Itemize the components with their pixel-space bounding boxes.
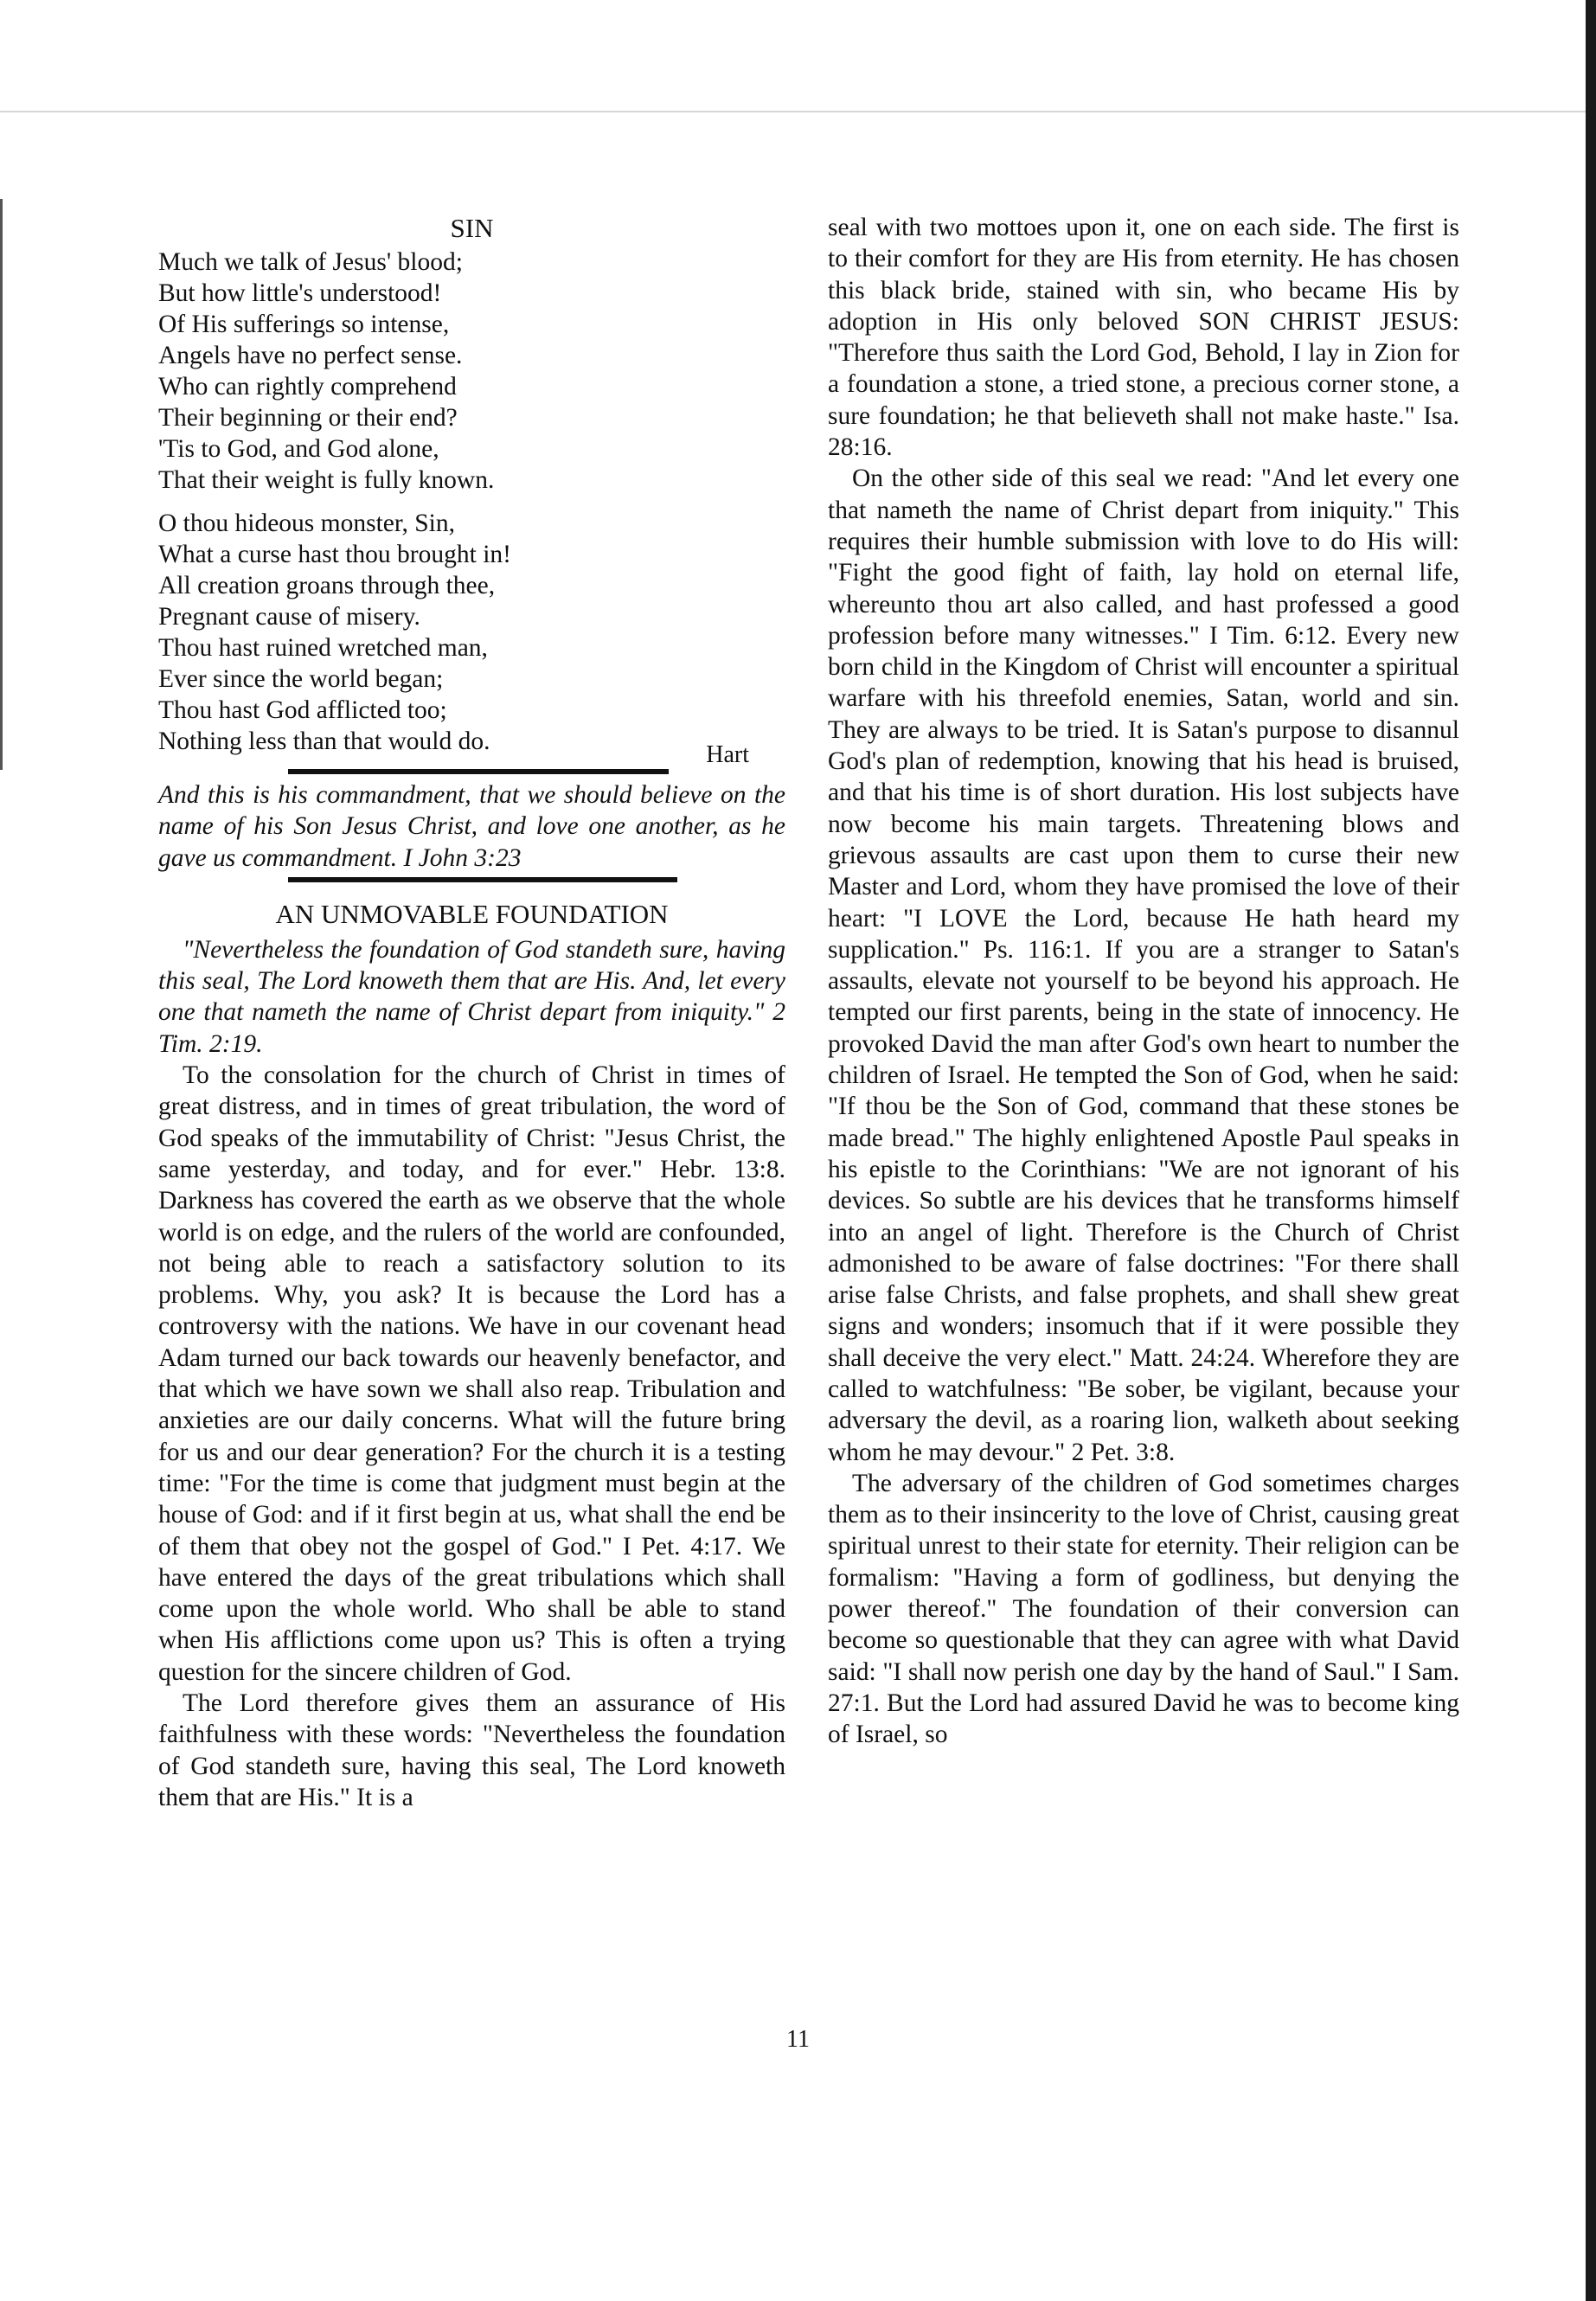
poem-line: Of His sufferings so intense,	[158, 311, 450, 338]
poem	[158, 247, 785, 768]
scan-edge-left	[0, 199, 3, 770]
poem-line: Thou hast ruined wretched man,	[158, 634, 488, 662]
poem-line: What a curse hast thou brought in!	[158, 541, 511, 568]
poem-line: Ever since the world began;	[158, 665, 444, 693]
article-epigraph: "Nevertheless the foundation of God standeth sure, having this seal, The Lord knoweth them that are His. And, let every one that nameth the name of Christ depart from iniquity." 2 Tim. 2:19.	[158, 935, 785, 1058]
article-title: AN UNMOVABLE FOUNDATION	[275, 898, 669, 929]
article-paragraph: The Lord therefore gives them an assurance of His faithfulness with these words: "Nevertheless the foundation of God standeth sure, having this seal, The Lord knoweth them that are His." It is a	[158, 1689, 785, 1811]
article-paragraph: seal with two mottoes upon it, one on each side. The first is to their comfort for they are His from eternity. He has chosen this black bride, stained with sin, who became His by adoption in His only beloved SON CHRIST JESUS: "Therefore thus saith the Lord God, Behold, I lay in Zion for a foundation a stone, a tried stone, a precious corner stone, a sure foundation; he that believeth shall not make haste." Isa. 28:16.	[828, 214, 1459, 462]
poem-line: Nothing less than that would do.	[158, 727, 490, 755]
scan-edge-right	[1586, 0, 1596, 2301]
page-number: 11	[786, 2026, 810, 2053]
article-paragraph: The adversary of the children of God sometimes charges them as to their insincerity to the love of Christ, causing great spiritual unrest to their state for eternity. Their religion can be formalism: "Having a form of godliness, but denying the power thereof." The foundation of their conversion can become so questionable that they can agree with what David said: "I shall now perish one day by the hand of Saul." I Sam. 27:1. But the Lord had assured David he was to become king of Israel, so	[828, 1469, 1459, 1749]
poem-line: Much we talk of Jesus' blood;	[158, 248, 463, 276]
poem-line: All creation groans through thee,	[158, 572, 496, 599]
right-column	[828, 212, 1459, 1751]
poem-line: O thou hideous monster, Sin,	[158, 510, 455, 537]
poem-stanza-2	[158, 508, 785, 768]
divider-rule	[288, 877, 677, 882]
poem-stanza-1	[158, 247, 785, 496]
poem-line: Thou hast God afflicted too;	[158, 696, 447, 724]
scan-edge-top	[0, 111, 1586, 112]
poem-line: 'Tis to God, and God alone,	[158, 435, 439, 463]
article-paragraph: To the consolation for the church of Christ in times of great distress, and in times of great tribulation, the word of God speaks of the immutability of Christ: "Jesus Christ, the same yesterday, and today, and for ever." Hebr. 13:8. Darkness has covered the earth as we observe that the whole world is on edge, and the rulers of the world are confounded, not being able to reach a satisfactory solution to its problems. Why, you ask? It is because the Lord has a controversy with the nations. We have in our covenant head Adam turned our back towards our heavenly benefactor, and that which we have sown we shall also reap. Tribulation and anxieties are our daily concerns. What will the future bring for us and our dear generation? For the church it is a testing time: "For the time is come that judgment must begin at the house of God: and if it first begin at us, what shall the end be of them that obey not the gospel of God." I Pet. 4:17. We have entered the days of the great tribulations which shall come upon the whole world. Who shall be able to stand when His afflictions come upon us? This is often a trying question for the sincere children of God.	[158, 1061, 785, 1686]
divider-rule	[288, 769, 669, 774]
poem-last-line-row	[158, 726, 785, 768]
poem-title: SIN	[450, 213, 494, 243]
poem-line: Angels have no perfect sense.	[158, 342, 463, 369]
left-column	[158, 212, 785, 1813]
poem-author: Hart	[706, 741, 749, 768]
poem-line: Pregnant cause of misery.	[158, 603, 420, 631]
poem-line: Their beginning or their end?	[158, 404, 458, 432]
article-paragraph: On the other side of this seal we read: "And let every one that nameth the name of Christ depart from iniquity." This requires their humble submission with love to do His will: "Fight the good fight of faith, lay hold on eternal life, whereunto thou art also called, and hast professed a good profession before many witnesses." I Tim. 6:12. Every new born child in the Kingdom of Christ will encounter a spiritual warfare with his threefold enemies, Satan, world and sin. They are always to be tried. It is Satan's purpose to disannul God's plan of redemption, knowing that his head is bruised, and that his time is of short duration. His lost subjects have now become his main targets. Threatening blows and grievous assaults are cast upon them to curse their new Master and Lord, whom they have promised the love of their heart: "I LOVE the Lord, because He hath heard my supplication." Ps. 116:1. If you are a stranger to Satan's assaults, elevate not yourself to be beyond his approach. He tempted our first parents, being in the state of innocency. He provoked David the man after God's own heart to number the children of Israel. He tempted the Son of God, when he said: "If thou be the Son of God, command that these stones be made bread." The highly enlightened Apostle Paul speaks in his epistle to the Corinthians: "We are not ignorant of his devices. So subtle are his devices that he transforms himself into an angel of light. Therefore is the Church of Christ admonished to be aware of false doctrines: "For there shall arise false Christs, and false prophets, and shall shew great signs and wonders; insomuch that if it were possible they shall deceive the very elect." Matt. 24:24. Wherefore they are called to watchfulness: "Be sober, be vigilant, because your adversary the devil, as a roaring lion, walketh about seeking whom he may devour." 2 Pet. 3:8.	[828, 465, 1459, 1466]
scripture-quote: And this is his commandment, that we should believe on the name of his Son Jesus Christ, and love one another, as he gave us commandment. I John 3:23	[158, 781, 785, 872]
poem-line: That their weight is fully known.	[158, 466, 495, 494]
poem-line: But how little's understood!	[158, 279, 442, 307]
poem-line: Who can rightly comprehend	[158, 373, 457, 401]
